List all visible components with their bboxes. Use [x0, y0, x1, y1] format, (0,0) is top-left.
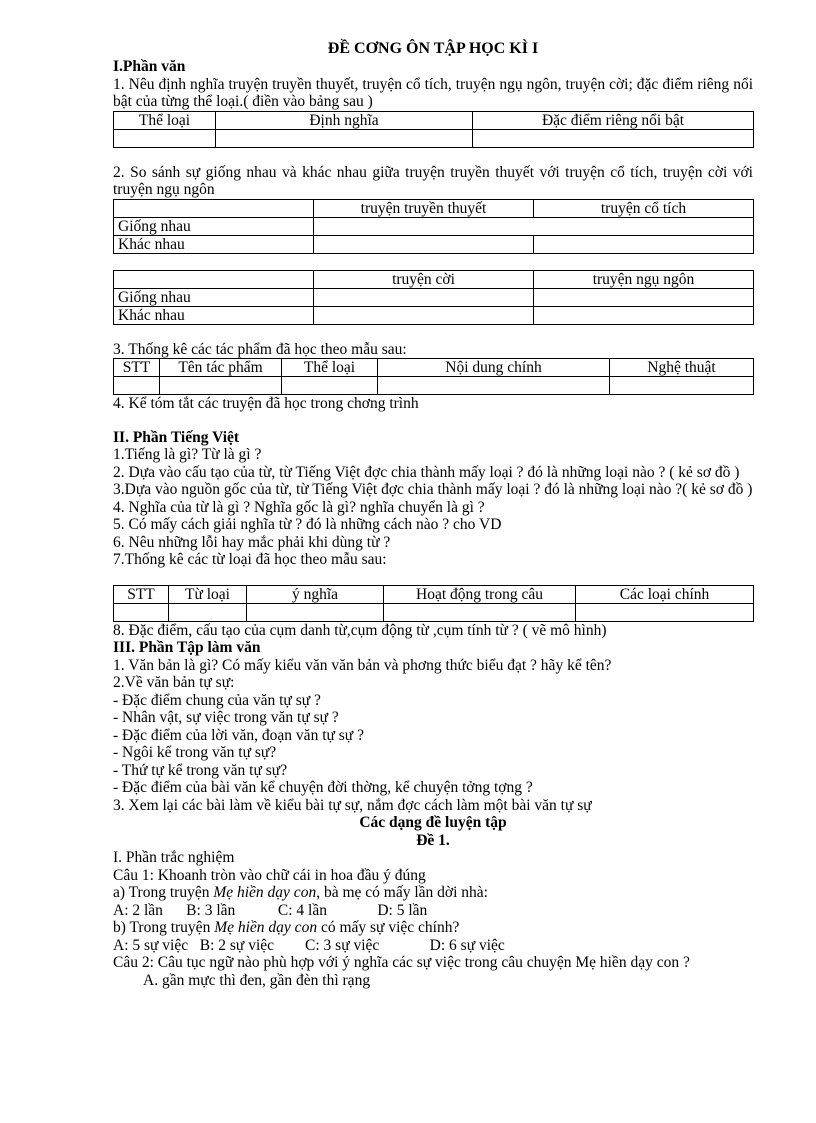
- document-title: ĐỀ CƠNG ÔN TẬP HỌC KÌ I: [327, 40, 539, 57]
- row-label: Khác nhau: [114, 306, 314, 324]
- table-header-cell: Từ loại: [169, 585, 247, 603]
- table-header-cell: Thể loại: [282, 359, 378, 377]
- question-2-option-a: A. gần mực thì đen, gần đèn thì rạng: [143, 971, 371, 989]
- works-table: [113, 358, 754, 395]
- part3-q3: 3. Xem lại các bài làm về kiểu bài tự sự, nắm đợc cách làm một bài văn tự sự: [113, 796, 592, 814]
- question-1: Câu 1: Khoanh tròn vào chữ cái in hoa đầu ý đúng: [113, 866, 426, 884]
- table-header-cell: ý nghĩa: [247, 585, 384, 603]
- table-row: [114, 306, 754, 324]
- compare-table-1: [113, 199, 754, 254]
- list-item: - Đặc điểm của lời văn, đoạn văn tự sự ?: [113, 726, 364, 744]
- question-2: Câu 2: Câu tục ngữ nào phù hợp với ý nghĩa các sự việc trong câu chuyện Mẹ hiền dạy con ?: [113, 954, 690, 971]
- part2-q2: 2. Dựa vào cấu tạo của từ, từ Tiếng Việt đợc chia thành mấy loại ? đó là những loại nào ? ( kẻ sơ đồ ): [113, 463, 740, 481]
- part1-q1: 1. Nêu định nghĩa truyện truyền thuyết, truyện cổ tích, truyện ngụ ngôn, truyện cời; đặc điểm riêng nổi bật của từng thể loại.( điền vào bảng sau ): [113, 75, 753, 110]
- practice-subheading: Đề 1.: [416, 831, 450, 849]
- part2-heading: II. Phần Tiếng Việt: [113, 428, 240, 446]
- part2-q6: 6. Nêu những lỗi hay mắc phải khi dùng từ ?: [113, 533, 391, 551]
- table-header-cell: truyện ngụ ngôn: [534, 270, 754, 288]
- document-page: [113, 40, 753, 989]
- table-header-cell: Hoạt động trong câu: [384, 585, 576, 603]
- practice-section: I. Phần trắc nghiệm: [113, 849, 235, 866]
- part2-q7: 7.Thống kê các từ loại đã học theo mẫu sau:: [113, 551, 387, 568]
- table-header-cell: Tên tác phẩm: [160, 359, 282, 377]
- question-1b: b) Trong truyện Mẹ hiền dạy con có mấy sự việc chính?: [113, 919, 460, 936]
- table-header-cell: Các loại chính: [576, 585, 754, 603]
- list-item: - Ngôi kể trong văn tự sự?: [113, 744, 277, 761]
- table-row: [114, 359, 754, 377]
- part1-q2: 2. So sánh sự giống nhau và khác nhau giữa truyện truyền thuyết với truyện cổ tích, truyện cời với truyện ngụ ngôn: [113, 163, 753, 198]
- story-title: Mẹ hiền dạy con: [214, 919, 318, 936]
- word-class-table: [113, 585, 754, 622]
- part2-q8: 8. Đặc điểm, cấu tạo của cụm danh từ,cụm động từ ,cụm tính từ ? ( vẽ mô hình): [113, 621, 607, 639]
- list-item: - Nhân vật, sự việc trong văn tự sự ?: [113, 709, 339, 726]
- row-label: Khác nhau: [114, 235, 314, 253]
- part1-heading: I.Phần văn: [113, 58, 186, 75]
- list-item: - Đặc điểm chung của văn tự sự ?: [113, 691, 321, 709]
- part3-heading: III. Phần Tập làm văn: [113, 639, 261, 656]
- part1-q4: 4. Kể tóm tắt các truyện đã học trong chơng trình: [113, 395, 419, 412]
- table-row: [114, 377, 754, 395]
- table-header-cell: STT: [114, 585, 169, 603]
- table-header-cell: truyện cổ tích: [534, 199, 754, 217]
- table-header-cell: Nội dung chính: [378, 359, 610, 377]
- table-header-cell: Thể loại: [114, 111, 216, 129]
- table-row: [114, 270, 754, 288]
- table-header-cell: truyện cời: [314, 270, 534, 288]
- table-header-cell: Đặc điểm riêng nổi bật: [473, 111, 754, 129]
- table-row: [114, 199, 754, 217]
- table-header-cell: Nghệ thuật: [610, 359, 754, 377]
- row-label: Giống nhau: [114, 288, 314, 306]
- story-title: Mẹ hiền dạy con: [213, 884, 317, 901]
- table-row: [114, 129, 754, 147]
- table-header-cell: Định nghĩa: [216, 111, 473, 129]
- part2-q1: 1.Tiếng là gì? Từ là gì ?: [113, 446, 262, 463]
- row-label: Giống nhau: [114, 217, 314, 235]
- list-item: - Đặc điểm của bài văn kể chuyện đời thờng, kể chuyện tởng tợng ?: [113, 779, 533, 796]
- table-header-cell: truyện truyền thuyết: [314, 199, 534, 217]
- table-row: [114, 603, 754, 621]
- question-1b-options: A: 5 sự việc B: 2 sự việc C: 3 sự việc D: 6 sự việc: [113, 936, 505, 954]
- compare-table-2: [113, 270, 754, 325]
- table-row: [114, 111, 754, 129]
- table-row: [114, 585, 754, 603]
- part3-q2: 2.Về văn bản tự sự:: [113, 674, 235, 691]
- table-row: [114, 217, 754, 235]
- question-1a-options: A: 2 lần B: 3 lần C: 4 lần D: 5 lần: [113, 901, 428, 919]
- table-row: [114, 288, 754, 306]
- table-row: [114, 235, 754, 253]
- part3-q1: 1. Văn bản là gì? Có mấy kiểu văn văn bản và phơng thức biểu đạt ? hãy kể tên?: [113, 656, 612, 674]
- practice-heading: Các dạng đề luyện tập: [359, 814, 507, 831]
- part2-q3: 3.Dựa vào nguồn gốc của từ, từ Tiếng Việt đợc chia thành mấy loại ? đó là những loại nào ?( kẻ sơ đồ ): [113, 481, 753, 498]
- part2-q5: 5. Có mấy cách giải nghĩa từ ? đó là những cách nào ? cho VD: [113, 516, 502, 533]
- question-1a: a) Trong truyện Mẹ hiền dạy con, bà mẹ có mấy lần dời nhà:: [113, 884, 488, 901]
- genre-table: [113, 111, 754, 148]
- table-header-cell: STT: [114, 359, 160, 377]
- list-item: - Thứ tự kể trong văn tự sự?: [113, 761, 288, 779]
- part1-q3: 3. Thống kê các tác phẩm đã học theo mẫu sau:: [113, 340, 407, 358]
- part2-q4: 4. Nghĩa của từ là gì ? Nghĩa gốc là gì? nghĩa chuyển là gì ?: [113, 498, 485, 516]
